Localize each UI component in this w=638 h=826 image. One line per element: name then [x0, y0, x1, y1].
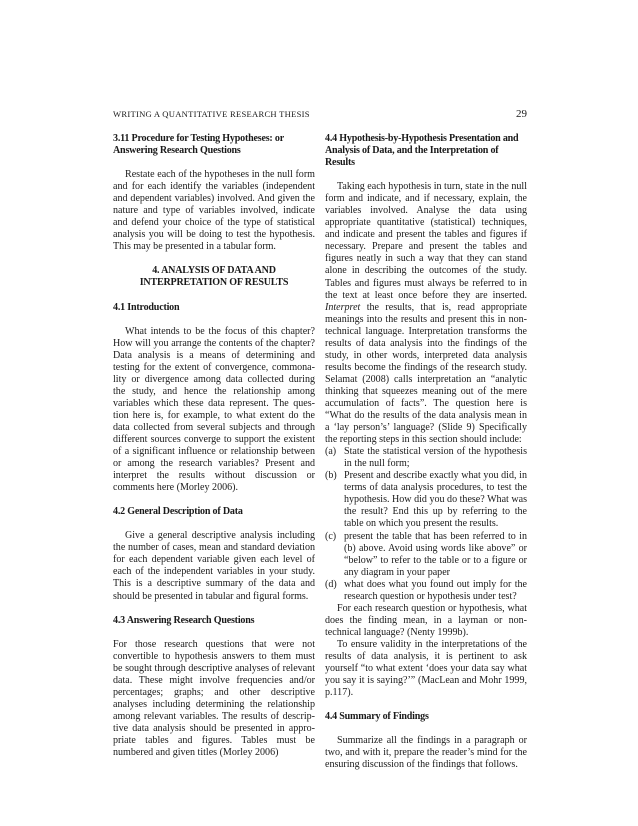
section-4-3-heading: 4.3 Answering Research Questions	[113, 614, 255, 626]
summary-of-findings-heading: 4.4 Summary of Findings	[325, 711, 429, 723]
section-4-2-paragraph: Give a general descriptive analysis including the number of cases, mean and standard deviation for each dependent variable given each level of each of the independent variables in your study. This is a descriptive summary of the data and should be presented in tabular and figural forms.	[113, 530, 315, 602]
list-item	[325, 470, 527, 530]
section-4-4-paragraph-3: To ensure validity in the interpretations of the results of data analysis, it is pertinent to ask yourself “to what extent ‘does your data say what you say it is saying?’” (MacLean and Mohr 1999, p.117).	[325, 638, 527, 699]
section-4-4-heading: 4.4 Hypothesis-by-Hypothesis Presentation and Analysis of Data, and the Interpretation of Results	[325, 133, 519, 169]
list-item-text: present the table that has been referred to in (b) above. Avoid using words like above” or “below” to refer to the table or to a figure or any diagram in your paper	[344, 530, 527, 578]
list-item	[325, 446, 527, 470]
list-item-text: Present and describe exactly what you did, in terms of data analysis procedures, to test the hypothesis. How did you do these? What was the result? End this up by referring to the table on which you present the results.	[344, 470, 527, 530]
list-item-text: State the statistical version of the hypothesis in the null form;	[344, 446, 527, 470]
chapter-4-title-line-2: INTERPRETATION OF RESULTS	[139, 277, 289, 289]
section-4-4-paragraph-part-1: Taking each hypothesis in turn, state in the null form and indicate, and if necessary, explain, the variables involved. Analyse the data using appropriate quantitative (statistical) techniques, and indicate and present the tables and figures if necessary. Prepare and present the tables and figures neatly in such a way that they can stand alone in describing the outcomes of the study. Tables and figures must always be referred to in the text at least once before they are inserted.	[325, 181, 527, 301]
section-3-11-heading: 3.11 Procedure for Testing Hypotheses: or Answering Research Questions	[113, 133, 284, 157]
section-4-4-paragraph-2: For each research question or hypothesis, what does the finding mean, in a layman or non-technical language? (Nenty 1999b).	[325, 602, 527, 638]
reporting-steps-list	[325, 446, 527, 603]
interpret-emphasis: Interpret	[325, 301, 361, 313]
section-4-1-heading: 4.1 Introduction	[113, 301, 180, 313]
running-header	[113, 109, 527, 123]
right-column	[325, 133, 527, 771]
list-item-label: (d)	[325, 578, 337, 590]
list-item-label: (c)	[325, 530, 337, 542]
section-4-4-paragraph	[325, 181, 527, 446]
section-4-3-paragraph: For those research questions that were not convertible to hypothesis answers to them must be sought through descriptive analyses of relevant data. These might involve frequencies and/or percentages; graphs; and other descriptive analyses including determining the relationship among relevant variables. The results of descrip-tive data analysis should be presented in appro-priate tables and figures. Tables must be numbered and given titles (Morley 2006)	[113, 638, 315, 759]
running-title: WRITING A QUANTITATIVE RESEARCH THESIS	[113, 109, 310, 119]
page-number: 29	[516, 108, 527, 120]
list-item-label: (b)	[325, 470, 337, 482]
list-item	[325, 579, 527, 603]
chapter-4-title-line-1: 4. ANALYSIS OF DATA AND	[152, 265, 276, 277]
section-4-1-paragraph: What intends to be the focus of this chapter? How will you arrange the contents of the chapter? Data analysis is a means of determining and testing for the extent of convergence, commona-lity or divergence among data collected during the study, and hence the relationship among variables which these data represent. The ques-tion here is, for example, to what extent do the data collected from several subjects and through different sources converge to support the existent of a significant influence or relationship between or among the research variables? Present and interpret the results without discussion or comments here (Morley 2006).	[113, 325, 315, 494]
left-column	[113, 133, 315, 759]
list-item	[325, 531, 527, 579]
section-3-11-paragraph: Restate each of the hypotheses in the null form and for each identify the variables (independent and dependent variables) involved. And given the nature and type of variables involved, indicate and defend your choice of the type of statistical analysis you will be doing to test the hypothesis. This may be presented in a tabular form.	[113, 169, 315, 253]
section-4-4-paragraph-part-2: the results, that is, read appropriate meanings into the results and present this in non-technical language. Interpretation transforms the results of data analysis into the findings of the study, in other words, interpreted data analysis results become the findings of the research study. Selamat (2008) calls interpretation an “analytic thinking that squeezes meaning out of the mere accumulation of facts”. The question here is “What do the results of the data analysis mean in a ‘lay person’s’ language? (Slide 9) Specifically the reporting steps in this section should include:	[325, 301, 527, 446]
list-item-label: (a)	[325, 446, 337, 458]
list-item-text: what does what you found out imply for the research question or hypothesis under test?	[344, 578, 527, 602]
summary-of-findings-paragraph: Summarize all the findings in a paragraph or two, and with it, prepare the reader’s mind for the ensuring discussion of the findings that follows.	[325, 735, 527, 771]
section-4-2-heading: 4.2 General Description of Data	[113, 506, 243, 518]
